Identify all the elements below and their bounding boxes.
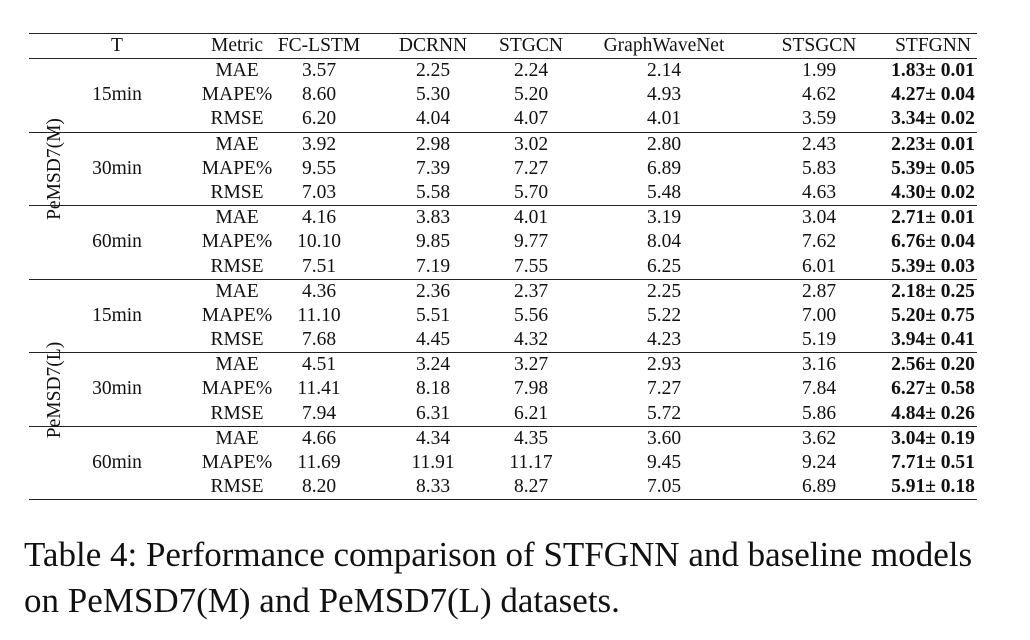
cell-stsgcn: 4.63 (801, 181, 837, 203)
cell-stfgnn: 2.18± 0.25 (891, 280, 975, 302)
table-row (29, 133, 977, 157)
cell-fc-lstm: 7.03 (301, 181, 337, 203)
cell-graphwavenet: 7.05 (646, 476, 682, 498)
dataset-name: PeMSD7(M) (44, 118, 65, 221)
cell-stgcn: 7.27 (513, 157, 549, 179)
header-dcrnn: DCRNN (398, 35, 468, 56)
cell-graphwavenet: 4.23 (646, 329, 682, 351)
table-row (29, 157, 977, 181)
horizon-block (29, 59, 977, 133)
horizon-block (29, 427, 977, 501)
cell-stsgcn: 3.16 (801, 354, 837, 376)
cell-fc-lstm: 4.51 (301, 354, 337, 376)
cell-dcrnn: 3.24 (415, 354, 451, 376)
cell-stfgnn: 2.71± 0.01 (891, 207, 975, 229)
cell-stsgcn: 5.19 (801, 329, 837, 351)
table-body (29, 59, 977, 500)
cell-stsgcn: 7.00 (801, 304, 837, 326)
cell-graphwavenet: 9.45 (646, 452, 682, 473)
cell-stfgnn: 3.94± 0.41 (891, 329, 975, 351)
cell-stsgcn: 1.99 (801, 60, 837, 81)
cell-dcrnn: 2.36 (415, 280, 451, 302)
header-t: T (111, 35, 123, 56)
cell-stfgnn: 1.83± 0.01 (891, 60, 975, 81)
cell-graphwavenet: 3.60 (646, 427, 682, 449)
cell-stsgcn: 6.01 (801, 255, 837, 277)
cell-metric: MAE (215, 207, 259, 229)
cell-stsgcn: 5.83 (801, 157, 837, 179)
cell-dcrnn: 5.51 (415, 304, 451, 326)
cell-graphwavenet: 6.89 (646, 157, 682, 179)
cell-dcrnn: 4.04 (415, 108, 451, 130)
cell-dcrnn: 3.83 (415, 207, 451, 229)
cell-fc-lstm: 7.68 (301, 329, 337, 351)
cell-metric: MAPE% (201, 231, 273, 253)
cell-stgcn: 3.27 (513, 354, 549, 376)
horizon-label: 30min (92, 157, 142, 179)
cell-graphwavenet: 4.01 (646, 108, 682, 130)
cell-graphwavenet: 2.80 (646, 133, 682, 155)
cell-stgcn: 4.35 (513, 427, 549, 449)
horizon-label: 15min (92, 304, 142, 326)
cell-fc-lstm: 7.94 (301, 402, 337, 424)
table-row (29, 402, 977, 426)
cell-dcrnn: 4.45 (415, 329, 451, 351)
table-row (29, 451, 977, 475)
cell-stsgcn: 4.62 (801, 84, 837, 106)
cell-fc-lstm: 10.10 (297, 231, 341, 253)
cell-stgcn: 5.70 (513, 181, 549, 203)
cell-graphwavenet: 5.72 (646, 402, 682, 424)
cell-stsgcn: 7.62 (801, 231, 837, 253)
cell-dcrnn: 7.19 (415, 255, 451, 277)
table-row (29, 83, 977, 107)
cell-stsgcn: 2.87 (801, 280, 837, 302)
cell-stfgnn: 5.39± 0.03 (891, 255, 975, 277)
cell-stfgnn: 4.84± 0.26 (891, 402, 975, 424)
cell-stsgcn: 3.62 (801, 427, 837, 449)
cell-metric: MAPE% (201, 378, 273, 400)
dataset-label (29, 59, 81, 280)
table-row (29, 280, 977, 304)
cell-metric: RMSE (210, 476, 264, 498)
cell-stfgnn: 4.27± 0.04 (891, 84, 975, 106)
cell-stfgnn: 2.23± 0.01 (891, 133, 975, 155)
cell-stsgcn: 9.24 (801, 452, 837, 473)
cell-stfgnn: 5.20± 0.75 (891, 304, 975, 326)
table-row (29, 230, 977, 254)
cell-metric: RMSE (210, 329, 264, 351)
cell-graphwavenet: 5.48 (646, 181, 682, 203)
cell-fc-lstm: 11.41 (297, 378, 341, 400)
table-row (29, 475, 977, 499)
cell-fc-lstm: 4.66 (301, 427, 337, 449)
cell-dcrnn: 9.85 (415, 231, 451, 253)
horizon-label: 60min (92, 452, 142, 473)
cell-fc-lstm: 4.16 (301, 207, 337, 229)
cell-dcrnn: 8.18 (415, 378, 451, 400)
cell-fc-lstm: 6.20 (301, 108, 337, 130)
table-row (29, 255, 977, 279)
cell-graphwavenet: 4.93 (646, 84, 682, 106)
cell-metric: RMSE (210, 181, 264, 203)
table-row (29, 304, 977, 328)
table-row (29, 427, 977, 451)
dataset-group (29, 280, 977, 501)
header-stfgnn: STFGNN (895, 35, 971, 56)
results-table (29, 33, 977, 500)
cell-stfgnn: 3.34± 0.02 (891, 108, 975, 130)
cell-fc-lstm: 9.55 (301, 157, 337, 179)
dataset-group (29, 59, 977, 280)
cell-metric: MAE (215, 133, 259, 155)
cell-dcrnn: 2.98 (415, 133, 451, 155)
cell-stfgnn: 6.27± 0.58 (891, 378, 975, 400)
cell-graphwavenet: 2.93 (646, 354, 682, 376)
cell-metric: RMSE (210, 402, 264, 424)
cell-stfgnn: 7.71± 0.51 (891, 452, 975, 473)
cell-metric: MAPE% (201, 452, 273, 473)
horizon-label: 60min (92, 231, 142, 253)
cell-stgcn: 2.24 (513, 60, 549, 81)
cell-stgcn: 6.21 (513, 402, 549, 424)
cell-stfgnn: 4.30± 0.02 (891, 181, 975, 203)
cell-stsgcn: 3.59 (801, 108, 837, 130)
cell-stfgnn: 5.91± 0.18 (891, 476, 975, 498)
cell-stfgnn: 3.04± 0.19 (891, 427, 975, 449)
cell-fc-lstm: 8.20 (301, 476, 337, 498)
header-fc-lstm: FC-LSTM (277, 35, 361, 56)
cell-stgcn: 11.17 (509, 452, 553, 473)
cell-fc-lstm: 3.92 (301, 133, 337, 155)
cell-metric: MAPE% (201, 157, 273, 179)
cell-metric: MAE (215, 427, 259, 449)
header-graphwavenet: GraphWaveNet (603, 35, 725, 56)
cell-stsgcn: 7.84 (801, 378, 837, 400)
table-row (29, 107, 977, 131)
cell-stgcn: 5.20 (513, 84, 549, 106)
header-metric: Metric (211, 35, 263, 56)
cell-graphwavenet: 5.22 (646, 304, 682, 326)
cell-dcrnn: 8.33 (415, 476, 451, 498)
cell-metric: MAPE% (201, 84, 273, 106)
horizon-block (29, 206, 977, 280)
cell-stgcn: 7.98 (513, 378, 549, 400)
cell-stgcn: 4.32 (513, 329, 549, 351)
table-row (29, 181, 977, 205)
cell-fc-lstm: 11.10 (297, 304, 341, 326)
cell-metric: MAPE% (201, 304, 273, 326)
cell-metric: RMSE (210, 255, 264, 277)
table-row (29, 353, 977, 377)
cell-stgcn: 2.37 (513, 280, 549, 302)
cell-graphwavenet: 8.04 (646, 231, 682, 253)
cell-fc-lstm: 3.57 (301, 60, 337, 81)
cell-stfgnn: 5.39± 0.05 (891, 157, 975, 179)
header-stgcn: STGCN (499, 35, 563, 56)
cell-graphwavenet: 2.25 (646, 280, 682, 302)
horizon-label: 15min (92, 84, 142, 106)
cell-fc-lstm: 4.36 (301, 280, 337, 302)
cell-stgcn: 5.56 (513, 304, 549, 326)
cell-stsgcn: 6.89 (801, 476, 837, 498)
horizon-block (29, 133, 977, 207)
cell-stgcn: 3.02 (513, 133, 549, 155)
cell-stfgnn: 2.56± 0.20 (891, 354, 975, 376)
cell-graphwavenet: 7.27 (646, 378, 682, 400)
horizon-block (29, 280, 977, 354)
horizon-block (29, 353, 977, 427)
cell-stfgnn: 6.76± 0.04 (891, 231, 975, 253)
cell-dcrnn: 2.25 (415, 60, 451, 81)
cell-dcrnn: 5.30 (415, 84, 451, 106)
cell-fc-lstm: 7.51 (301, 255, 337, 277)
cell-stgcn: 7.55 (513, 255, 549, 277)
cell-stsgcn: 2.43 (801, 133, 837, 155)
dataset-label (29, 280, 81, 501)
cell-dcrnn: 5.58 (415, 181, 451, 203)
horizon-label: 30min (92, 378, 142, 400)
table-row (29, 59, 977, 83)
cell-graphwavenet: 6.25 (646, 255, 682, 277)
cell-dcrnn: 4.34 (415, 427, 451, 449)
cell-stsgcn: 3.04 (801, 207, 837, 229)
cell-fc-lstm: 11.69 (297, 452, 341, 473)
cell-stgcn: 4.01 (513, 207, 549, 229)
cell-stgcn: 9.77 (513, 231, 549, 253)
cell-graphwavenet: 2.14 (646, 60, 682, 81)
cell-graphwavenet: 3.19 (646, 207, 682, 229)
table-header (29, 33, 977, 59)
cell-fc-lstm: 8.60 (301, 84, 337, 106)
header-stsgcn: STSGCN (781, 35, 857, 56)
cell-dcrnn: 6.31 (415, 402, 451, 424)
table-row (29, 377, 977, 401)
table-row (29, 328, 977, 352)
cell-metric: MAE (215, 280, 259, 302)
dataset-name: PeMSD7(L) (44, 341, 66, 439)
cell-metric: RMSE (210, 108, 264, 130)
table-row (29, 206, 977, 230)
cell-stsgcn: 5.86 (801, 402, 837, 424)
cell-dcrnn: 7.39 (415, 157, 451, 179)
cell-dcrnn: 11.91 (411, 452, 455, 473)
cell-metric: MAE (215, 60, 259, 81)
table-caption: Table 4: Performance comparison of STFGNN and baseline models on PeMSD7(M) and PeMSD7(L) datasets. (24, 535, 973, 620)
cell-stgcn: 8.27 (513, 476, 549, 498)
cell-metric: MAE (215, 354, 259, 376)
cell-stgcn: 4.07 (513, 108, 549, 130)
